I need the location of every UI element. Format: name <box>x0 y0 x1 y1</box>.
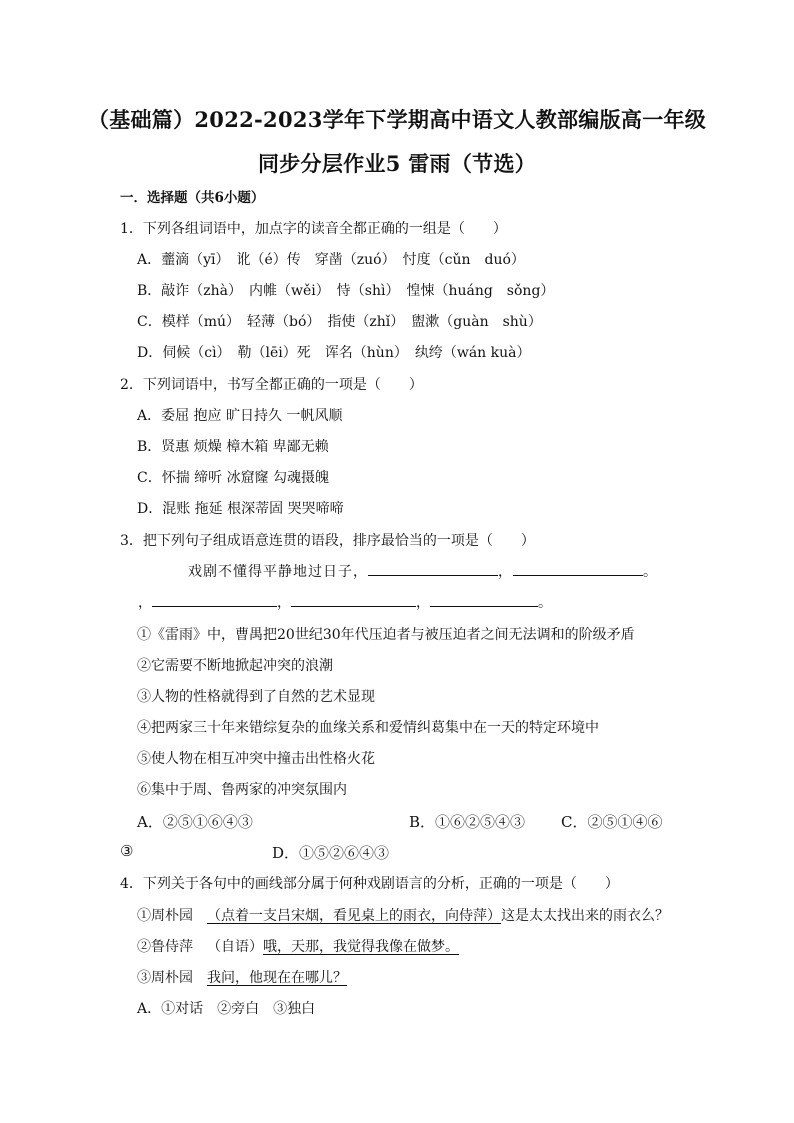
underlined-text: （点着一支吕宋烟，看见桌上的雨衣，向侍萍） <box>207 908 501 924</box>
stage-note: （自语） <box>207 939 263 955</box>
question-3-item-5: ⑤使人物在相互冲突中撞击出性格火花 <box>137 751 375 767</box>
question-2-stem: 2．下列词语中，书写全都正确的一项是（ ） <box>120 377 423 393</box>
question-2-option-b: B．贤惠 烦燥 樟木箱 卑鄙无赖 <box>137 439 329 455</box>
question-3-item-2: ②它需要不断地掀起冲突的浪潮 <box>137 658 333 674</box>
question-1-option-d: D．伺候（cì） 勒（lēi）死 诨名（hùn） 纨绔（wán kuà） <box>137 345 531 361</box>
question-3-item-3: ③人物的性格就得到了自然的艺术显现 <box>137 689 375 705</box>
question-1-option-c: C．模样（mú） 轻薄（bó） 指使（zhǐ） 盥漱（guàn shù） <box>137 314 542 330</box>
speaker-name: ①周朴园 <box>137 908 193 924</box>
passage-comma: ， <box>138 595 152 611</box>
question-3-option-a: A．②⑤①⑥④③ <box>137 813 253 831</box>
document-title: （基础篇）2022-2023学年下学期高中语文人教部编版高一年级 <box>87 107 707 132</box>
answer-blank <box>291 592 416 607</box>
passage-comma: ， <box>277 595 291 611</box>
question-2-option-d: D．混账 拖延 根深蒂固 哭哭啼啼 <box>137 501 344 517</box>
question-4-sentence-1 <box>137 905 669 925</box>
underlined-text: 我问，他现在在哪儿？ <box>207 970 347 986</box>
passage-lead: 戏剧不懂得平静地过日子， <box>188 564 368 580</box>
question-4-sentence-3 <box>137 967 347 987</box>
question-2-option-a: A．委屈 抱应 旷日持久 一帆风顺 <box>137 408 343 424</box>
answer-blank <box>368 561 498 576</box>
speaker-name: ②鲁侍萍 <box>137 939 193 955</box>
speaker-name: ③周朴园 <box>137 970 193 986</box>
question-3-option-c: C．②⑤①④⑥ <box>561 813 663 831</box>
passage-comma: ， <box>416 595 430 611</box>
answer-blank <box>513 561 643 576</box>
question-2-option-c: C．怀揣 缔听 冰窟窿 勾魂摄魄 <box>137 470 330 486</box>
sentence-text: 这是太太找出来的雨衣么？ <box>501 908 669 924</box>
document-subtitle: 同步分层作业5 雷雨（节选） <box>257 151 537 176</box>
question-1-stem: 1．下列各组词语中，加点字的读音全都正确的一组是（ ） <box>120 221 507 237</box>
section-heading: 一．选择题（共6小题） <box>120 190 265 206</box>
question-3-item-6: ⑥集中于周、鲁两家的冲突氛围内 <box>137 782 347 798</box>
underlined-text: 哦，天那，我觉得我像在做梦。 <box>263 939 459 955</box>
question-4-stem: 4．下列关于各句中的画线部分属于何种戏剧语言的分析，正确的一项是（ ） <box>120 876 619 892</box>
question-1-option-a: A．虀滴（yī） 讹（é）传 穿凿（zuó） 忖度（cǔn duó） <box>137 252 525 268</box>
question-3-stem: 3．把下列句子组成语意连贯的语段，排序最恰当的一项是（ ） <box>120 533 535 549</box>
question-3-passage-line <box>188 561 658 581</box>
question-4-sentence-2 <box>137 936 459 956</box>
answer-blank <box>430 592 538 607</box>
question-3-item-1: ①《雷雨》中，曹禺把20世纪30年代压迫者与被压迫者之间无法调和的阶级矛盾 <box>137 627 635 643</box>
answer-blank <box>152 592 277 607</box>
question-3-option-d: D．①⑤②⑥④③ <box>272 844 390 862</box>
question-4-option-a: A．①对话 ②旁白 ③独白 <box>137 1001 316 1017</box>
passage-period: 。 <box>538 595 552 611</box>
passage-period: 。 <box>643 564 658 580</box>
question-3-option-b: B．①⑥②⑤④③ <box>409 813 526 831</box>
question-3-option-c-continued: ③ <box>120 842 134 860</box>
question-1-option-b: B．敲诈（zhà） 内帷（wěi） 恃（shì） 惶悚（huáng sǒng） <box>137 283 555 299</box>
question-3-blank-line <box>138 592 552 612</box>
passage-comma: ， <box>498 564 513 580</box>
question-3-item-4: ④把两家三十年来错综复杂的血缘关系和爱情纠葛集中在一天的特定环境中 <box>137 720 599 736</box>
